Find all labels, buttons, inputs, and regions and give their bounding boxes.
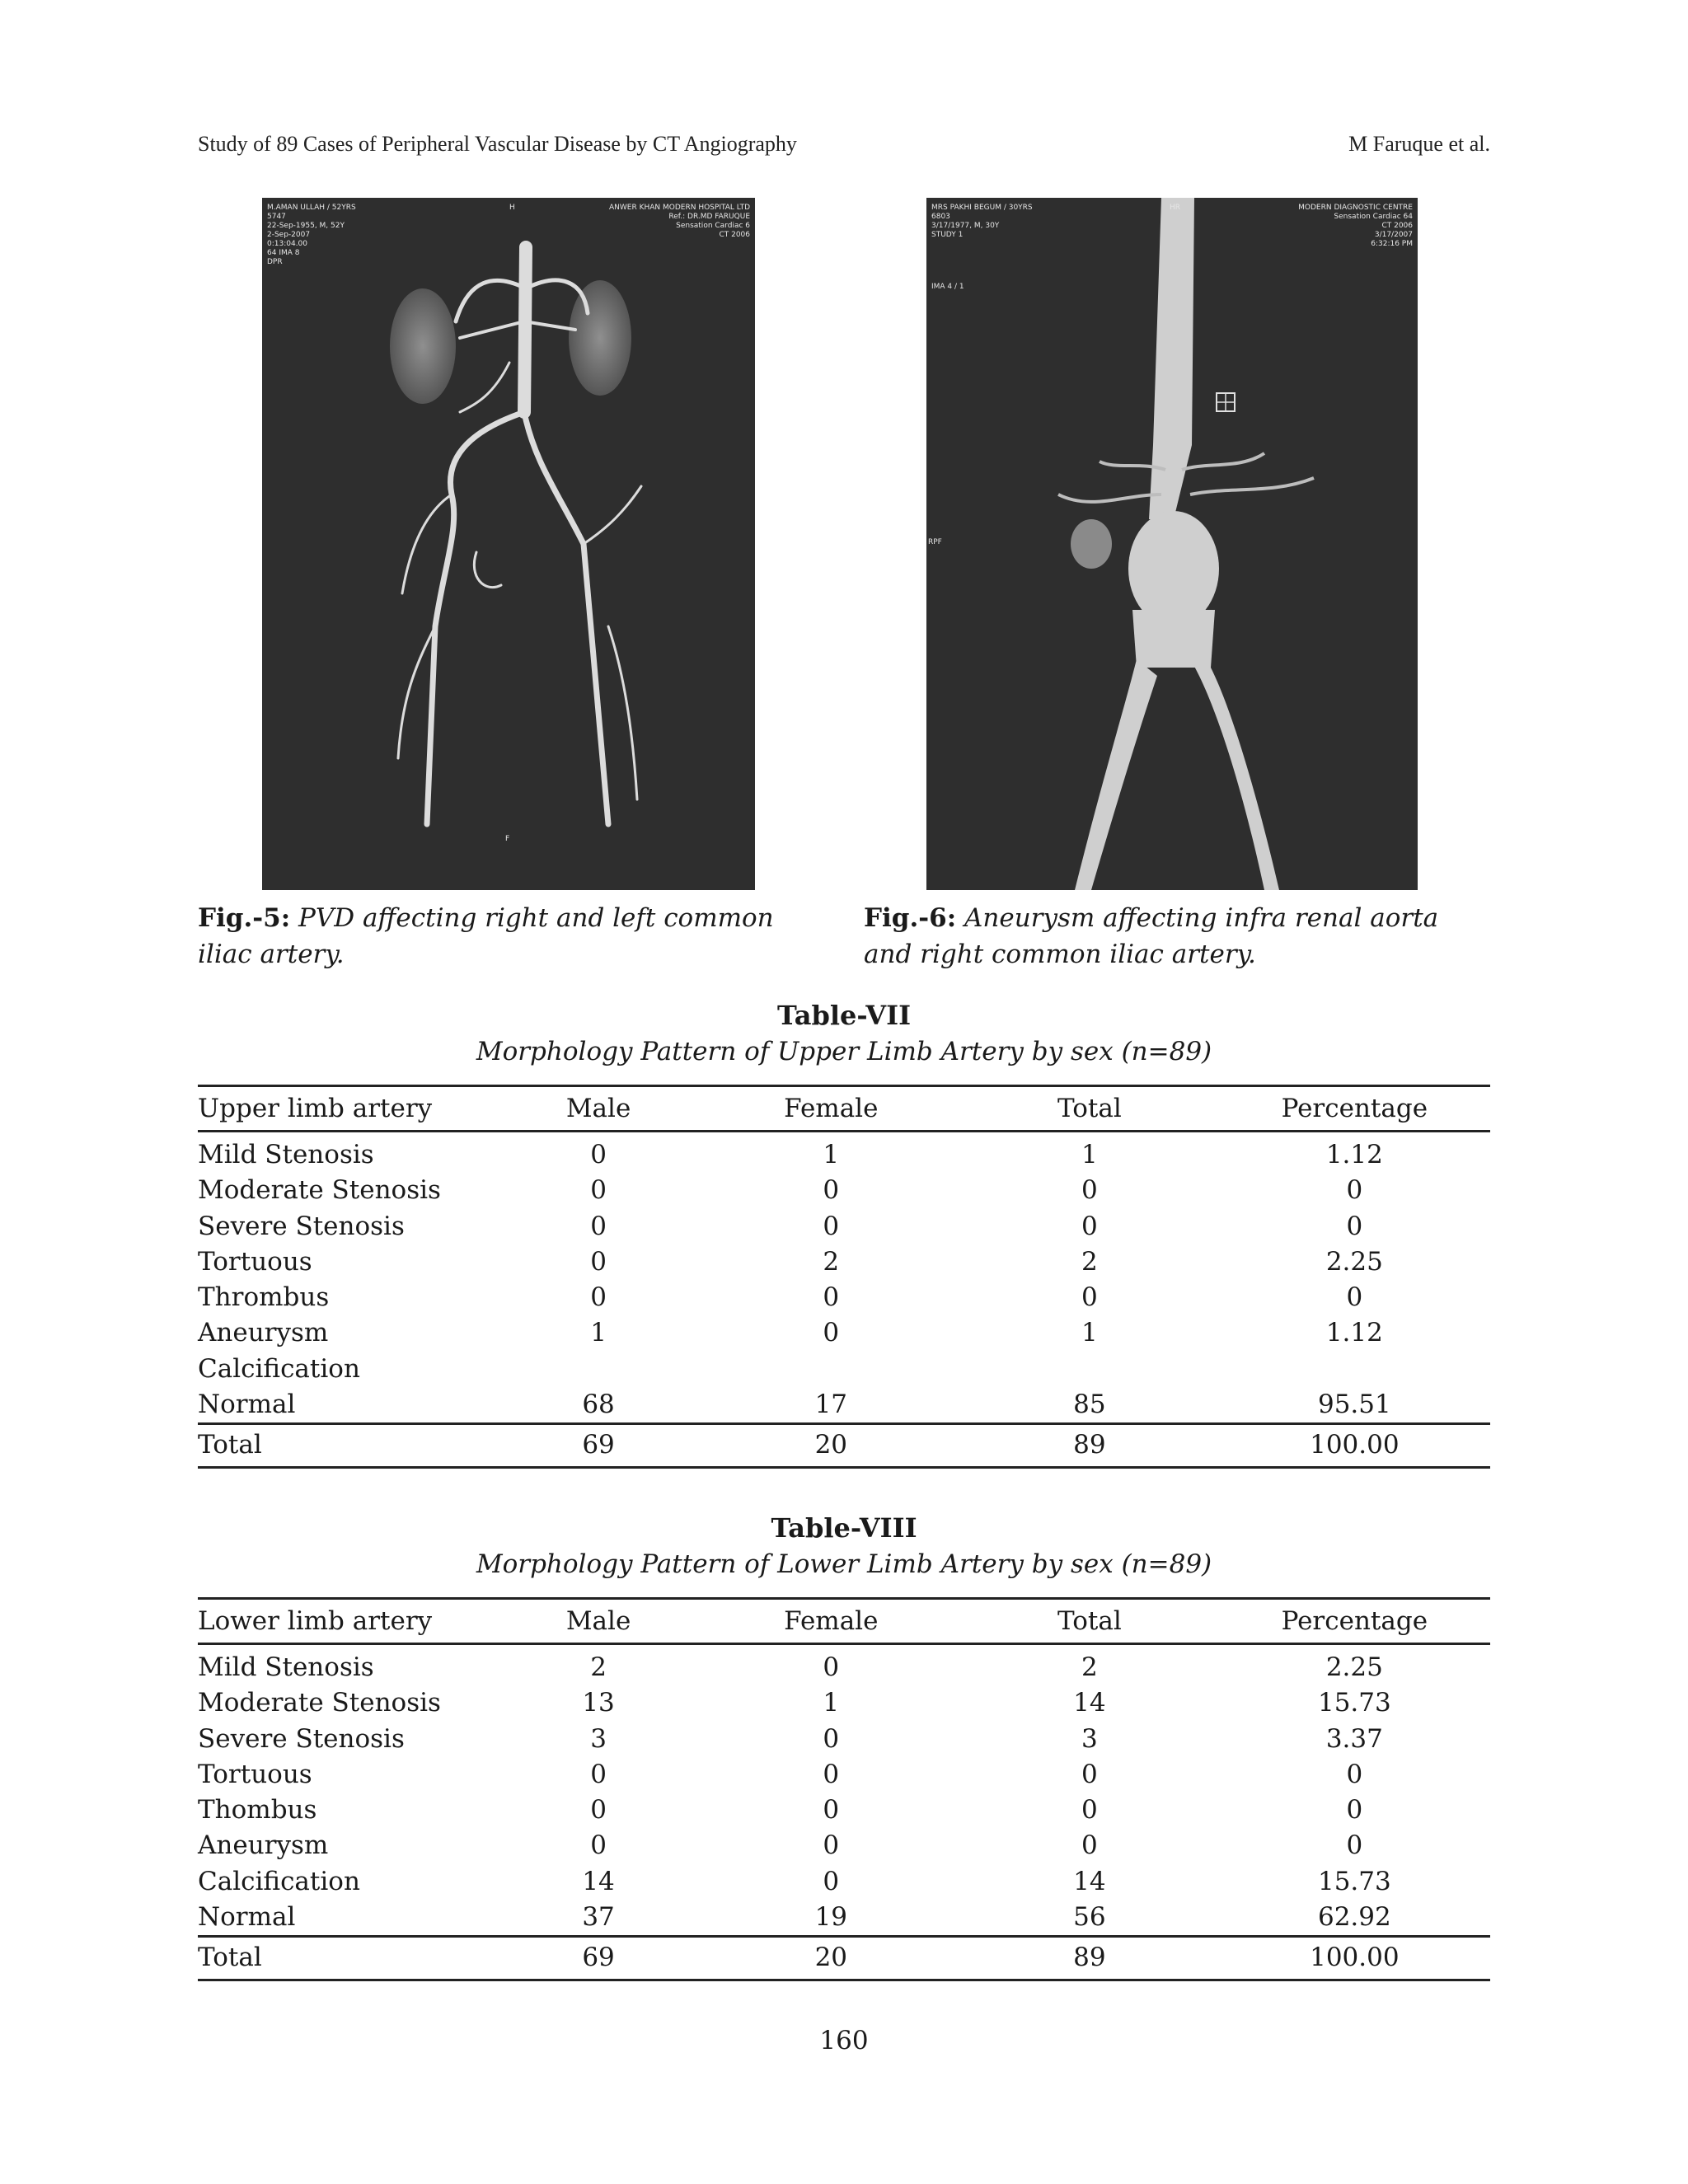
table-cell: Moderate Stenosis: [198, 1688, 441, 1718]
scan-text-line: DPR: [267, 258, 283, 266]
table-cell: 3.37: [1325, 1723, 1383, 1754]
scan-text-line: 3/17/1977, M, 30Y: [931, 222, 1000, 230]
table-cell: 0: [590, 1211, 607, 1241]
column-header: Female: [784, 1606, 879, 1636]
scan-text-line: ANWER KHAN MODERN HOSPITAL LTD: [609, 204, 750, 212]
scan-text-line: 5747: [267, 213, 286, 221]
table-cell: 2.25: [1325, 1246, 1383, 1277]
table-cell: 100.00: [1310, 1943, 1400, 1973]
scan-text-line: Sensation Cardiac 6: [676, 222, 750, 230]
table-cell: 89: [1073, 1430, 1106, 1460]
scan-text-line: 64 IMA 8: [267, 249, 300, 257]
table-cell: 69: [582, 1430, 615, 1460]
table-row: [198, 1685, 1490, 1721]
scan-text-line: 6803: [931, 213, 950, 221]
figure-6-image: [926, 198, 1418, 890]
table-cell: Total: [198, 1943, 262, 1973]
table-cell: Severe Stenosis: [198, 1723, 405, 1754]
table-cell: 1.12: [1325, 1140, 1383, 1169]
table-cell: 0: [823, 1759, 840, 1789]
scan-text-line: STUDY 1: [931, 231, 964, 239]
table-cell: 0: [590, 1795, 607, 1825]
table-cell: 0: [823, 1652, 840, 1682]
table-cell: 0: [1346, 1830, 1363, 1861]
table-cell: Thombus: [198, 1795, 317, 1825]
table-cell: Normal: [198, 1390, 296, 1420]
table-cell: 14: [1073, 1688, 1106, 1718]
table-cell: Aneurysm: [198, 1830, 329, 1861]
table-cell: 0: [590, 1175, 607, 1206]
table-vii: [198, 997, 1490, 1469]
table-cell: Mild Stenosis: [198, 1652, 374, 1682]
table-cell: 0: [1081, 1795, 1098, 1825]
scan-orientation-mark: HR: [1170, 204, 1181, 212]
table-row: [198, 1828, 1490, 1863]
figure-6-label: Fig.-6:: [864, 903, 957, 933]
scan-text-line: 22-Sep-1955, M, 52Y: [267, 222, 345, 230]
table-cell: 0: [590, 1140, 607, 1169]
table-cell: 15.73: [1317, 1688, 1391, 1718]
column-header: Total: [1057, 1094, 1122, 1123]
table-cell: 0: [823, 1723, 840, 1754]
table-cell: 0: [823, 1795, 840, 1825]
table-cell: 0: [823, 1175, 840, 1206]
table-cell: 0: [823, 1282, 840, 1313]
table-cell: 13: [582, 1688, 615, 1718]
figure-6-caption: [864, 900, 1490, 972]
table-cell: 0: [823, 1866, 840, 1896]
table-cell: 56: [1073, 1902, 1106, 1933]
scan-text-line: CT 2006: [1381, 222, 1413, 230]
table-vii-title: Table-VII: [776, 1000, 912, 1031]
table-cell: 0: [1346, 1795, 1363, 1825]
table-cell: Calcification: [198, 1866, 360, 1896]
table-row: [198, 1644, 1490, 1686]
table-cell: 1: [823, 1688, 840, 1718]
table-cell: Total: [198, 1430, 262, 1460]
scan-text-line: MRS PAKHI BEGUM / 30YRS: [931, 204, 1033, 212]
table-vii-subtitle: Morphology Pattern of Upper Limb Artery by sex (n=89): [476, 1037, 1212, 1066]
running-head: [198, 132, 1490, 157]
running-head-title: Study of 89 Cases of Peripheral Vascular Disease by CT Angiography: [198, 132, 797, 156]
table-cell: 68: [582, 1390, 615, 1420]
table-cell: 69: [582, 1943, 615, 1973]
table-row: [198, 1244, 1490, 1280]
table-cell: 1: [1081, 1318, 1098, 1348]
table-row: [198, 1900, 1490, 1937]
column-header: Female: [784, 1094, 879, 1123]
column-header: Total: [1057, 1606, 1122, 1636]
table-viii: [198, 1510, 1490, 1981]
table-cell: Moderate Stenosis: [198, 1175, 441, 1206]
scan-orientation-mark: H: [509, 204, 515, 212]
table-cell: 37: [582, 1902, 615, 1933]
table-cell: 1: [1081, 1140, 1098, 1169]
table-cell: 62.92: [1317, 1902, 1391, 1933]
table-cell: 15.73: [1317, 1866, 1391, 1896]
table-total-row: [198, 1937, 1490, 1980]
scan-text-line: 2-Sep-2007: [267, 231, 311, 239]
table-row: [198, 1387, 1490, 1424]
scan-text-line: CT 2006: [719, 231, 750, 239]
table-cell: Tortuous: [198, 1759, 312, 1789]
figure-5-image: [262, 198, 755, 890]
table-cell: [1219, 1352, 1490, 1387]
table-cell: 14: [1073, 1866, 1106, 1896]
table-cell: Severe Stenosis: [198, 1211, 405, 1241]
table-cell: 0: [1081, 1175, 1098, 1206]
scan-text-line: M.AMAN ULLAH / 52YRS: [267, 204, 356, 212]
table-cell: Tortuous: [198, 1246, 312, 1277]
table-header-row: [198, 1599, 1490, 1644]
table-cell: 19: [814, 1902, 848, 1933]
column-header: Male: [565, 1606, 631, 1636]
table-cell: 100.00: [1310, 1430, 1400, 1460]
running-head-authors: M Faruque et al.: [1348, 132, 1490, 156]
table-row: [198, 1132, 1490, 1174]
scan-text-line: 3/17/2007: [1374, 231, 1413, 239]
column-header: Percentage: [1281, 1606, 1428, 1636]
table-cell: 0: [1346, 1282, 1363, 1313]
table-cell: 95.51: [1317, 1390, 1391, 1420]
scan-text-line: Sensation Cardiac 64: [1334, 213, 1413, 221]
figure-5-caption: [198, 900, 832, 972]
table-row: [198, 1173, 1490, 1208]
table-cell: Aneurysm: [198, 1318, 329, 1348]
scan-text-line: MODERN DIAGNOSTIC CENTRE: [1298, 204, 1413, 212]
table-cell: 17: [814, 1390, 848, 1420]
column-header: Upper limb artery: [198, 1094, 433, 1123]
table-cell: [702, 1352, 961, 1387]
table-viii-subtitle: Morphology Pattern of Lower Limb Artery by sex (n=89): [476, 1549, 1212, 1579]
table-cell: Calcification: [198, 1353, 360, 1384]
table-cell: 14: [582, 1866, 615, 1896]
table-cell: 1: [823, 1140, 840, 1169]
table-cell: 0: [590, 1759, 607, 1789]
table-cell: 20: [814, 1430, 848, 1460]
figure-5-ct-angiogram: [262, 198, 755, 890]
table-cell: 0: [823, 1211, 840, 1241]
scan-text-line: IMA 4 / 1: [931, 283, 964, 291]
column-header: Male: [565, 1094, 631, 1123]
page-number: 160: [819, 2026, 869, 2055]
table-cell: 2: [823, 1246, 840, 1277]
table-viii-grid: [198, 1597, 1490, 1981]
table-cell: 1: [590, 1318, 607, 1348]
table-cell: 89: [1073, 1943, 1106, 1973]
table-cell: [495, 1352, 702, 1387]
scan-text-line: 0:13:04.00: [267, 240, 308, 248]
scan-orientation-mark: F: [505, 835, 510, 843]
table-cell: 0: [1081, 1211, 1098, 1241]
table-cell: 0: [1081, 1759, 1098, 1789]
table-cell: 0: [1346, 1175, 1363, 1206]
figure-6-caption-text: Aneurysm affecting infra renal aorta and right common iliac artery.: [864, 903, 1439, 969]
table-cell: Normal: [198, 1902, 296, 1933]
table-row: [198, 1722, 1490, 1757]
table-cell: 0: [1081, 1830, 1098, 1861]
table-cell: Mild Stenosis: [198, 1140, 374, 1169]
table-cell: 0: [590, 1830, 607, 1861]
table-cell: 0: [1346, 1211, 1363, 1241]
table-cell: 0: [1081, 1282, 1098, 1313]
table-cell: 2.25: [1325, 1652, 1383, 1682]
table-total-row: [198, 1424, 1490, 1468]
table-row: [198, 1757, 1490, 1793]
table-cell: [960, 1352, 1219, 1387]
table-cell: 2: [1081, 1652, 1098, 1682]
table-cell: 0: [1346, 1759, 1363, 1789]
table-cell: 85: [1073, 1390, 1106, 1420]
table-cell: Thrombus: [198, 1282, 330, 1313]
table-row: [198, 1209, 1490, 1244]
scan-text-line: 6:32:16 PM: [1371, 240, 1413, 248]
table-cell: 0: [823, 1318, 840, 1348]
table-cell: 1.12: [1325, 1318, 1383, 1348]
table-row: [198, 1793, 1490, 1828]
table-row: [198, 1352, 1490, 1387]
table-row: [198, 1315, 1490, 1351]
table-cell: 2: [1081, 1246, 1098, 1277]
table-cell: 20: [814, 1943, 848, 1973]
column-header: Lower limb artery: [198, 1606, 433, 1636]
table-row: [198, 1864, 1490, 1900]
table-cell: 0: [823, 1830, 840, 1861]
figure-5-caption-text: PVD affecting right and left common iliac artery.: [198, 903, 774, 969]
table-row: [198, 1280, 1490, 1315]
table-cell: 0: [590, 1246, 607, 1277]
figure-5-label: Fig.-5:: [198, 903, 291, 933]
table-cell: 3: [1081, 1723, 1098, 1754]
scan-orientation-mark: RPF: [928, 538, 942, 546]
table-vii-grid: [198, 1085, 1490, 1469]
column-header: Percentage: [1281, 1094, 1428, 1123]
table-cell: 3: [590, 1723, 607, 1754]
scan-text-line: Ref.: DR.MD FARUQUE: [668, 213, 750, 221]
table-header-row: [198, 1086, 1490, 1132]
table-viii-title: Table-VIII: [771, 1512, 917, 1544]
figure-6-ct-angiogram: [926, 198, 1418, 890]
table-cell: 2: [590, 1652, 607, 1682]
table-cell: 0: [590, 1282, 607, 1313]
